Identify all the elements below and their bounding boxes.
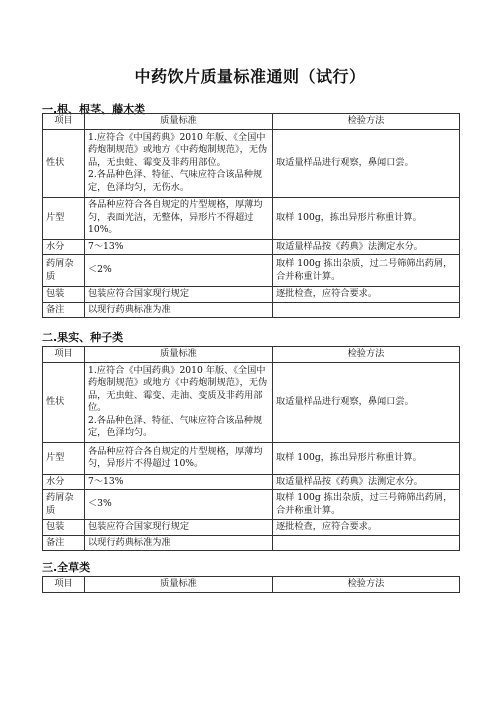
quality-line: 7～13% <box>88 240 124 252</box>
row-method: 逐批检查，应符合要求。 <box>273 520 460 536</box>
quality-line: 2.各品种色泽、特征、气味应符合该品种规定，色泽均匀，无伤水。 <box>88 169 263 193</box>
table-row <box>43 287 460 303</box>
document-title: 中药饮片质量标准通则（试行） <box>134 67 366 86</box>
section-heading-2: 二.果实、种子类 <box>42 331 124 344</box>
quality-line: 包装应符合国家现行规定 <box>88 521 190 532</box>
row-method: 取适量样品进行观察，鼻闻口尝。 <box>273 129 460 197</box>
row-item: 包装 <box>43 287 85 303</box>
row-item: 备注 <box>43 535 85 551</box>
row-method <box>273 302 460 318</box>
header-item: 项目 <box>43 347 85 363</box>
row-item: 性状 <box>43 362 85 442</box>
row-method: 取适量样品按《药典》法测定水分。 <box>273 474 460 490</box>
quality-line: 各品种应符合各自规定的片型规格，厚薄均匀，表面光洁，无整体，异形片不得超过10%。 <box>88 199 263 236</box>
row-method: 取样 100g 拣出杂质，过三号筛筛出药屑，合并称重计算。 <box>273 490 460 520</box>
row-method: 取样 100g 拣出杂质，过二号筛筛出药屑，合并称重计算。 <box>273 255 460 287</box>
row-item: 片型 <box>43 197 85 239</box>
table-header-row <box>43 347 460 363</box>
table-row <box>43 239 460 255</box>
row-quality <box>85 442 273 474</box>
row-quality <box>85 255 273 287</box>
table-row <box>43 474 460 490</box>
quality-line: 1.应符合《中国药典》2010 年版、《全国中药炮制规范》或地方《中药炮制规范》，无伪品，无虫蛀、霉变及非药用部位。 <box>88 131 268 168</box>
row-item: 备注 <box>43 302 85 318</box>
row-method: 取样 100g，拣出异形片称重计算。 <box>273 442 460 474</box>
header-method: 检验方法 <box>273 114 460 130</box>
section-heading-3: 三.全草类 <box>42 561 91 574</box>
header-method: 检验方法 <box>273 577 460 593</box>
table-row <box>43 442 460 474</box>
row-quality <box>85 520 273 536</box>
spec-table-3 <box>42 576 460 593</box>
table-row <box>43 197 460 239</box>
table-row <box>43 520 460 536</box>
row-quality <box>85 362 273 442</box>
quality-line: 包装应符合国家现行规定 <box>88 288 190 299</box>
quality-line: ＜3% <box>88 498 112 510</box>
row-item: 水分 <box>43 474 85 490</box>
row-method: 逐批检查，应符合要求。 <box>273 287 460 303</box>
row-item: 包装 <box>43 520 85 536</box>
row-item: 药屑杂质 <box>43 255 85 287</box>
quality-line: 以现行药典标准为准 <box>88 303 171 315</box>
row-quality <box>85 535 273 551</box>
row-method: 取适量样品进行观察，鼻闻口尝。 <box>273 362 460 442</box>
table-row <box>43 490 460 520</box>
row-item: 片型 <box>43 442 85 474</box>
header-method: 检验方法 <box>273 347 460 363</box>
row-quality <box>85 239 273 255</box>
spec-table-2 <box>42 346 460 551</box>
row-method: 取适量样品按《药典》法测定水分。 <box>273 239 460 255</box>
quality-line: 以现行药典标准为准 <box>88 536 171 548</box>
header-quality: 质量标准 <box>85 114 273 130</box>
table-row <box>43 129 460 197</box>
header-quality: 质量标准 <box>85 577 273 593</box>
row-quality <box>85 474 273 490</box>
section-heading-1: 一.根、根茎、藤木类 <box>42 103 146 116</box>
row-quality <box>85 287 273 303</box>
row-item: 性状 <box>43 129 85 197</box>
row-method: 取样 100g，拣出异形片称重计算。 <box>273 197 460 239</box>
header-item: 项目 <box>43 114 85 130</box>
quality-line: 7～13% <box>88 475 124 487</box>
quality-line: 各品种应符合各自规定的片型规格，厚薄均匀，异形片不得超过 10%。 <box>88 445 263 469</box>
row-quality <box>85 490 273 520</box>
table-row <box>43 362 460 442</box>
row-quality <box>85 129 273 197</box>
table-header-row <box>43 114 460 130</box>
row-item: 药屑杂质 <box>43 490 85 520</box>
header-quality: 质量标准 <box>85 347 273 363</box>
table-row <box>43 535 460 551</box>
row-item: 水分 <box>43 239 85 255</box>
quality-line: ＜2% <box>88 264 112 276</box>
table-row <box>43 302 460 318</box>
header-item: 项目 <box>43 577 85 593</box>
table-header-row <box>43 577 460 593</box>
quality-line: 1.应符合《中国药典》2010 年版、《全国中药炮制规范》或地方《中药炮制规范》，无伪品，无虫蛀、霉变、走油、变质及非药用部位。 <box>88 364 268 413</box>
row-method <box>273 535 460 551</box>
quality-line: 2.各品种色泽、特征、气味应符合该品种规定，色泽均匀。 <box>88 414 263 438</box>
spec-table-1 <box>42 113 460 318</box>
table-row <box>43 255 460 287</box>
row-quality <box>85 302 273 318</box>
row-quality <box>85 197 273 239</box>
